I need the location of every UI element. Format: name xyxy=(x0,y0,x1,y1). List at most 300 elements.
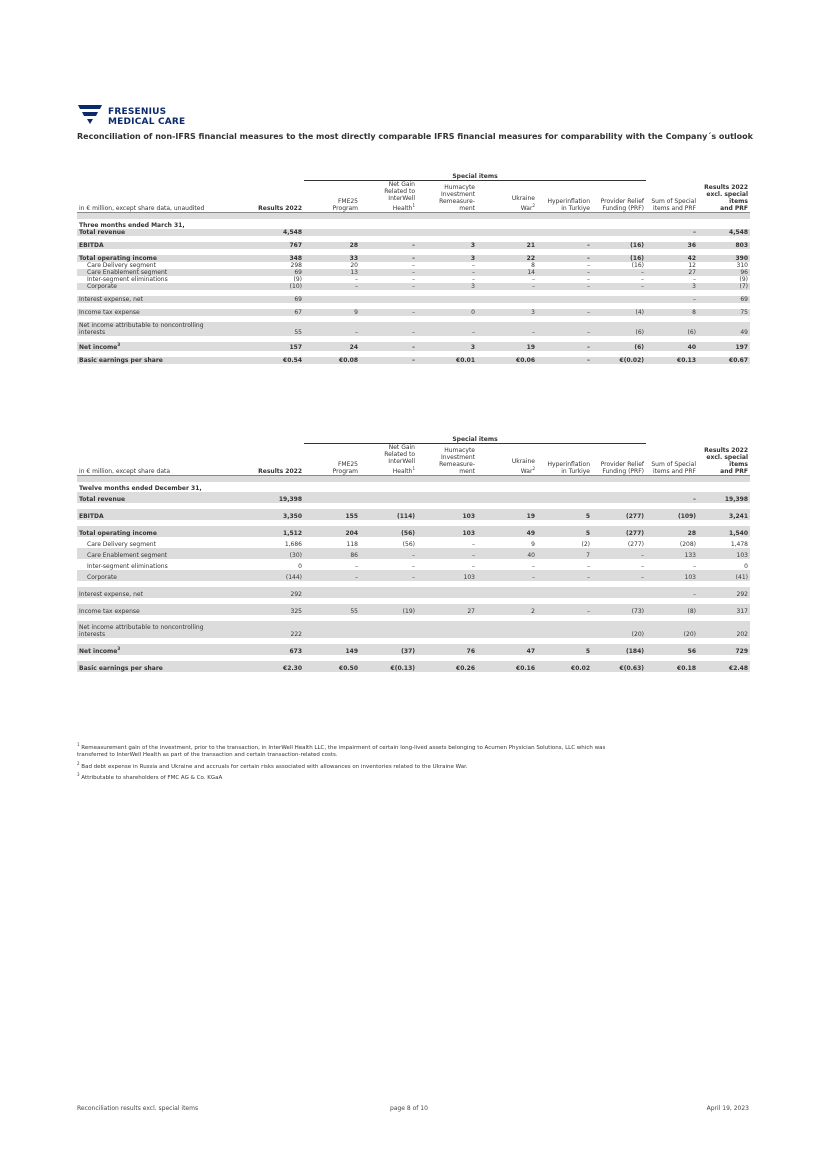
cell-value: 149 xyxy=(304,644,360,655)
cell-value: €(0.63) xyxy=(592,661,646,672)
cell-value: €2.48 xyxy=(698,661,750,672)
cell-value xyxy=(592,492,646,503)
row-label: EBITDA xyxy=(77,242,249,249)
cell-value: 5 xyxy=(537,644,592,655)
row-label: Interest expense, net xyxy=(77,587,249,598)
col-ukraine: Ukraine War$^2$ xyxy=(477,181,537,213)
cell-value: – xyxy=(646,229,698,236)
col-sum-special: Sum of Special items and PRF xyxy=(646,444,698,476)
cell-value: – xyxy=(304,570,360,581)
cell-value: (20) xyxy=(646,631,698,638)
cell-value: 8 xyxy=(646,309,698,316)
cell-value: €0.13 xyxy=(646,357,698,364)
cell-value: €2.30 xyxy=(249,661,304,672)
cell-value: 9 xyxy=(304,309,360,316)
row-label: interests xyxy=(77,631,249,638)
cell-value: – xyxy=(360,357,417,364)
cell-value: 69 xyxy=(249,269,304,276)
table-row xyxy=(77,604,750,615)
cell-value: €(0.02) xyxy=(592,357,646,364)
cell-value: – xyxy=(472,262,475,269)
cell-value: 9 xyxy=(531,541,535,548)
cell-value: 36 xyxy=(646,242,698,249)
cell-value: 3 xyxy=(417,242,477,249)
footnotes xyxy=(77,741,757,781)
cell-value: 28 xyxy=(304,242,360,249)
table-twelve-months xyxy=(77,436,750,672)
table-row xyxy=(77,255,750,262)
cell-value: – xyxy=(537,604,592,615)
cell-value: – xyxy=(477,570,537,581)
cell-value: 21 xyxy=(477,242,537,249)
cell-value xyxy=(304,631,360,638)
cell-value: 47 xyxy=(477,644,537,655)
cell-value: 292 xyxy=(698,587,750,598)
row-label: Basic earnings per share xyxy=(77,357,249,364)
cell-value: (37) xyxy=(360,644,417,655)
cell-value: – xyxy=(412,563,415,570)
cell-value: 86 xyxy=(304,548,360,559)
cell-value: (56) xyxy=(402,541,415,548)
table-row xyxy=(77,559,750,570)
cell-value: – xyxy=(472,276,475,283)
cell-value: 14 xyxy=(477,269,537,276)
table-row xyxy=(77,296,750,303)
cell-value: (6) xyxy=(592,342,646,351)
cell-value: €(0.13) xyxy=(360,661,417,672)
cell-value: – xyxy=(537,255,592,262)
cell-value xyxy=(417,587,477,598)
cell-value: – xyxy=(646,587,698,598)
cell-value: 292 xyxy=(249,587,304,598)
cell-value: – xyxy=(304,329,360,336)
cell-value: 197 xyxy=(698,342,750,351)
cell-value: – xyxy=(537,309,592,316)
footnote-2: $^2$ Bad debt expense in Russia and Ukraine and accruals for certain risks associated with allowances on inventories related to the Ukraine War. xyxy=(77,760,468,770)
row-label: Inter-segment eliminations xyxy=(87,563,168,570)
cell-value: 0 xyxy=(744,563,748,570)
cell-value: (2) xyxy=(581,541,590,548)
cell-value: €0.67 xyxy=(698,357,750,364)
row-label: Income tax expense xyxy=(77,604,249,615)
table-row xyxy=(77,269,750,276)
table-row xyxy=(77,342,750,351)
cell-value: €0.06 xyxy=(477,357,537,364)
cell-value: 56 xyxy=(646,644,698,655)
cell-value: 767 xyxy=(249,242,304,249)
brand-name xyxy=(108,107,185,127)
cell-value: €0.08 xyxy=(304,357,360,364)
cell-value: (7) xyxy=(698,283,750,290)
cell-value xyxy=(304,229,360,236)
cell-value: 49 xyxy=(698,329,750,336)
cell-value: 325 xyxy=(249,604,304,615)
cell-value xyxy=(477,229,537,236)
row-label: Income tax expense xyxy=(77,309,249,316)
cell-value: (73) xyxy=(592,604,646,615)
cell-value xyxy=(417,296,477,303)
col-results-excl: Results 2022 excl. special items and PRF xyxy=(698,181,750,213)
cell-value: 133 xyxy=(646,548,698,559)
cell-value xyxy=(304,492,360,503)
cell-value: (184) xyxy=(592,644,646,655)
cell-value xyxy=(592,587,646,598)
fresenius-logo-icon xyxy=(77,103,103,125)
row-label: Total revenue xyxy=(77,229,249,236)
cell-value: 298 xyxy=(290,262,302,269)
cell-value xyxy=(360,492,417,503)
col-net-gain: Net Gain Related to InterWell Health$^1$ xyxy=(360,181,417,213)
cell-value: 103 xyxy=(646,570,698,581)
row-label: Basic earnings per share xyxy=(77,661,249,672)
cell-value: 0 xyxy=(298,563,302,570)
cell-value: – xyxy=(417,548,477,559)
cell-value: (9) xyxy=(293,276,302,283)
cell-value: 3,350 xyxy=(249,509,304,520)
brand-line-1: FRESENIUS xyxy=(108,107,167,117)
cell-value: (16) xyxy=(592,242,646,249)
cell-value: – xyxy=(360,309,417,316)
cell-value: – xyxy=(587,563,590,570)
cell-value: 103 xyxy=(417,509,477,520)
col-hyperinflation: Hyperinflation in Turkiye xyxy=(537,181,592,213)
col-humacyte: Humacyte Investment Remeasure- ment xyxy=(417,181,477,213)
cell-value: (208) xyxy=(679,541,696,548)
cell-value: (19) xyxy=(360,604,417,615)
table-row xyxy=(77,492,750,503)
cell-value: 1,686 xyxy=(284,541,302,548)
row-label: Corporate xyxy=(77,283,249,290)
cell-value: 22 xyxy=(477,255,537,262)
cell-value: 4,548 xyxy=(698,229,750,236)
cell-value: €0.26 xyxy=(417,661,477,672)
cell-value: (10) xyxy=(249,283,304,290)
cell-value: 1,512 xyxy=(249,526,304,537)
cell-value: 155 xyxy=(304,509,360,520)
cell-value: (277) xyxy=(592,509,646,520)
cell-value: 317 xyxy=(698,604,750,615)
table-row xyxy=(77,329,750,336)
cell-value xyxy=(304,587,360,598)
cell-value: – xyxy=(641,276,644,283)
table-row xyxy=(77,570,750,581)
col-humacyte: Humacyte Investment Remeasure- ment xyxy=(417,444,477,476)
cell-value: – xyxy=(646,492,698,503)
cell-value: – xyxy=(304,283,360,290)
cell-value: – xyxy=(532,276,535,283)
units-label: in € million, except share data, unaudited xyxy=(77,181,249,213)
cell-value xyxy=(537,229,592,236)
col-hyperinflation: Hyperinflation in Turkiye xyxy=(537,444,592,476)
table-row xyxy=(77,283,750,290)
cell-value: €0.02 xyxy=(537,661,592,672)
cell-value: 96 xyxy=(698,269,750,276)
cell-value xyxy=(537,492,592,503)
table-row: Net income attributable to noncontrolling xyxy=(77,322,750,329)
table-row xyxy=(77,526,750,537)
row-label: Total revenue xyxy=(77,492,249,503)
cell-value: – xyxy=(360,242,417,249)
cell-value: 40 xyxy=(477,548,537,559)
cell-value xyxy=(360,587,417,598)
table-row xyxy=(77,537,750,548)
cell-value xyxy=(304,296,360,303)
cell-value: (56) xyxy=(360,526,417,537)
cell-value: 8 xyxy=(531,262,535,269)
cell-value xyxy=(417,631,477,638)
cell-value: 204 xyxy=(304,526,360,537)
footer-date: April 19, 2023 xyxy=(706,1105,749,1112)
cell-value: 5 xyxy=(537,526,592,537)
cell-value: 27 xyxy=(417,604,477,615)
cell-value: – xyxy=(477,329,537,336)
cell-value: – xyxy=(537,329,592,336)
cell-value: 729 xyxy=(698,644,750,655)
cell-value xyxy=(477,631,537,638)
cell-value: – xyxy=(472,563,475,570)
cell-value: (9) xyxy=(739,276,748,283)
cell-value: 49 xyxy=(477,526,537,537)
table-row xyxy=(77,262,750,269)
cell-value: 27 xyxy=(646,269,698,276)
cell-value: – xyxy=(360,548,417,559)
table-row xyxy=(77,276,750,283)
row-label: Net income$^3$ xyxy=(77,342,249,351)
cell-value: – xyxy=(693,276,696,283)
table-row xyxy=(77,587,750,598)
cell-value: 103 xyxy=(417,570,477,581)
col-prf: Provider Relief Funding (PRF) xyxy=(592,181,646,213)
cell-value xyxy=(417,492,477,503)
footer-left: Reconciliation results excl. special items xyxy=(77,1105,199,1112)
cell-value xyxy=(592,229,646,236)
footnote-1: $^1$ Remeasurement gain of the investment, prior to the transaction, in InterWell Health LLC, the impairment of certain long-lived assets belonging to Acumen Physician Solutions, LLC which was xyxy=(77,742,606,751)
cell-value: €0.16 xyxy=(477,661,537,672)
cell-value: 55 xyxy=(304,604,360,615)
cell-value: 118 xyxy=(346,541,358,548)
cell-value: – xyxy=(360,255,417,262)
cell-value: €0.18 xyxy=(646,661,698,672)
row-label: Care Delivery segment xyxy=(87,541,156,548)
col-results-excl: Results 2022 excl. special items and PRF xyxy=(698,444,750,476)
period-label: Three months ended March 31, xyxy=(79,222,185,229)
col-fme25: FME25 Program xyxy=(304,181,360,213)
cell-value: (16) xyxy=(631,262,644,269)
row-label: Care Enablement segment xyxy=(77,548,249,559)
cell-value: – xyxy=(537,269,592,276)
cell-value: (109) xyxy=(646,509,698,520)
cell-value xyxy=(592,296,646,303)
cell-value: 222 xyxy=(249,631,304,638)
cell-value: – xyxy=(587,276,590,283)
special-items-header: Special items xyxy=(304,436,646,444)
cell-value: 3 xyxy=(417,255,477,262)
cell-value: (16) xyxy=(592,255,646,262)
table-row xyxy=(77,357,750,364)
cell-value: – xyxy=(360,570,417,581)
table-three-months xyxy=(77,173,750,364)
cell-value: 0 xyxy=(417,309,477,316)
cell-value: 3 xyxy=(417,342,477,351)
cell-value: (144) xyxy=(249,570,304,581)
table-row xyxy=(77,309,750,316)
table-row xyxy=(77,661,750,672)
cell-value: – xyxy=(412,262,415,269)
row-label: Net income$^3$ xyxy=(77,644,249,655)
units-label: in € million, except share data xyxy=(77,444,249,476)
row-label: Total operating income xyxy=(77,526,249,537)
cell-value: 33 xyxy=(304,255,360,262)
cell-value: 40 xyxy=(646,342,698,351)
cell-value: (20) xyxy=(592,631,646,638)
cell-value: – xyxy=(592,570,646,581)
row-label: Total operating income xyxy=(77,255,249,262)
cell-value: – xyxy=(355,563,358,570)
cell-value xyxy=(360,631,417,638)
row-label: Interest expense, net xyxy=(77,296,249,303)
page-title: Reconciliation of non-IFRS financial measures to the most directly comparable IFRS financial measures for comparability with the Company´s outlook xyxy=(77,132,753,141)
cell-value: – xyxy=(537,242,592,249)
cell-value: (277) xyxy=(627,541,644,548)
cell-value: – xyxy=(537,357,592,364)
cell-value: 1,540 xyxy=(698,526,750,537)
cell-value: 103 xyxy=(698,548,750,559)
cell-value: 28 xyxy=(646,526,698,537)
cell-value: 310 xyxy=(736,262,748,269)
row-label: Corporate xyxy=(77,570,249,581)
cell-value: (30) xyxy=(249,548,304,559)
col-prf: Provider Relief Funding (PRF) xyxy=(592,444,646,476)
cell-value: – xyxy=(360,269,417,276)
cell-value xyxy=(477,492,537,503)
footnote-3: $^3$ Attributable to shareholders of FMC AG & Co. KGaA xyxy=(77,771,223,781)
footer-page-number: page 8 of 10 xyxy=(390,1105,428,1112)
cell-value: – xyxy=(355,276,358,283)
cell-value xyxy=(477,296,537,303)
cell-value: 1,478 xyxy=(730,541,748,548)
cell-value: 19,398 xyxy=(698,492,750,503)
table-row xyxy=(77,509,750,520)
table-row xyxy=(77,242,750,249)
col-ukraine: Ukraine War$^2$ xyxy=(477,444,537,476)
cell-value: – xyxy=(693,563,696,570)
cell-value: (114) xyxy=(360,509,417,520)
cell-value xyxy=(360,296,417,303)
cell-value: €0.50 xyxy=(304,661,360,672)
col-results-2022: Results 2022 xyxy=(249,444,304,476)
cell-value: – xyxy=(360,329,417,336)
cell-value: – xyxy=(537,342,592,351)
cell-value xyxy=(477,587,537,598)
cell-value: 42 xyxy=(646,255,698,262)
table-row: Net income attributable to noncontrolling xyxy=(77,621,750,631)
col-fme25: FME25 Program xyxy=(304,444,360,476)
cell-value: (6) xyxy=(646,329,698,336)
cell-value: – xyxy=(412,276,415,283)
row-label: Inter-segment eliminations xyxy=(87,276,168,283)
period-label: Twelve months ended December 31, xyxy=(79,485,202,492)
table-row xyxy=(77,229,750,236)
cell-value: – xyxy=(592,283,646,290)
cell-value: 24 xyxy=(304,342,360,351)
cell-value: 67 xyxy=(249,309,304,316)
cell-value: 19 xyxy=(477,509,537,520)
cell-value: €0.01 xyxy=(417,357,477,364)
cell-value: 76 xyxy=(417,644,477,655)
cell-value: 673 xyxy=(249,644,304,655)
cell-value: – xyxy=(592,548,646,559)
cell-value: 103 xyxy=(417,526,477,537)
cell-value: 20 xyxy=(350,262,358,269)
table-row xyxy=(77,631,750,638)
cell-value: (8) xyxy=(646,604,698,615)
cell-value: – xyxy=(592,269,646,276)
cell-value: 390 xyxy=(698,255,750,262)
cell-value: – xyxy=(477,283,537,290)
cell-value: – xyxy=(472,541,475,548)
col-results-2022: Results 2022 xyxy=(249,181,304,213)
col-net-gain: Net Gain Related to InterWell Health$^1$ xyxy=(360,444,417,476)
cell-value: 19,398 xyxy=(249,492,304,503)
cell-value: 3 xyxy=(417,283,477,290)
special-items-header: Special items xyxy=(304,173,646,181)
cell-value: 75 xyxy=(698,309,750,316)
cell-value: 19 xyxy=(477,342,537,351)
brand-line-2: MEDICAL CARE xyxy=(108,117,186,127)
cell-value: – xyxy=(360,342,417,351)
cell-value: 3 xyxy=(646,283,698,290)
cell-value: 13 xyxy=(304,269,360,276)
row-label: Care Enablement segment xyxy=(77,269,249,276)
col-sum-special: Sum of Special items and PRF xyxy=(646,181,698,213)
cell-value: 3,241 xyxy=(698,509,750,520)
cell-value: – xyxy=(587,262,590,269)
cell-value: – xyxy=(646,296,698,303)
cell-value: 69 xyxy=(698,296,750,303)
cell-value: 7 xyxy=(537,548,592,559)
cell-value: 4,548 xyxy=(249,229,304,236)
cell-value: 348 xyxy=(249,255,304,262)
footnote-1-cont: transferred to InterWell Health as part of the transaction and certain transaction-related costs. xyxy=(77,751,338,758)
table-row xyxy=(77,548,750,559)
cell-value: 157 xyxy=(249,342,304,351)
row-label: Care Delivery segment xyxy=(87,262,156,269)
cell-value: 202 xyxy=(698,631,750,638)
cell-value: 803 xyxy=(698,242,750,249)
cell-value: (4) xyxy=(592,309,646,316)
cell-value: – xyxy=(537,283,592,290)
cell-value xyxy=(360,229,417,236)
cell-value: 55 xyxy=(249,329,304,336)
cell-value: 12 xyxy=(688,262,696,269)
cell-value: (41) xyxy=(698,570,750,581)
cell-value: – xyxy=(417,329,477,336)
cell-value xyxy=(537,631,592,638)
cell-value: – xyxy=(360,283,417,290)
cell-value: (277) xyxy=(592,526,646,537)
cell-value xyxy=(537,296,592,303)
row-label: interests xyxy=(77,329,249,336)
cell-value xyxy=(537,587,592,598)
cell-value: 5 xyxy=(537,509,592,520)
cell-value: (6) xyxy=(592,329,646,336)
cell-value: 2 xyxy=(477,604,537,615)
cell-value: – xyxy=(417,269,477,276)
cell-value: – xyxy=(532,563,535,570)
row-label: EBITDA xyxy=(77,509,249,520)
cell-value: 3 xyxy=(477,309,537,316)
cell-value xyxy=(417,229,477,236)
